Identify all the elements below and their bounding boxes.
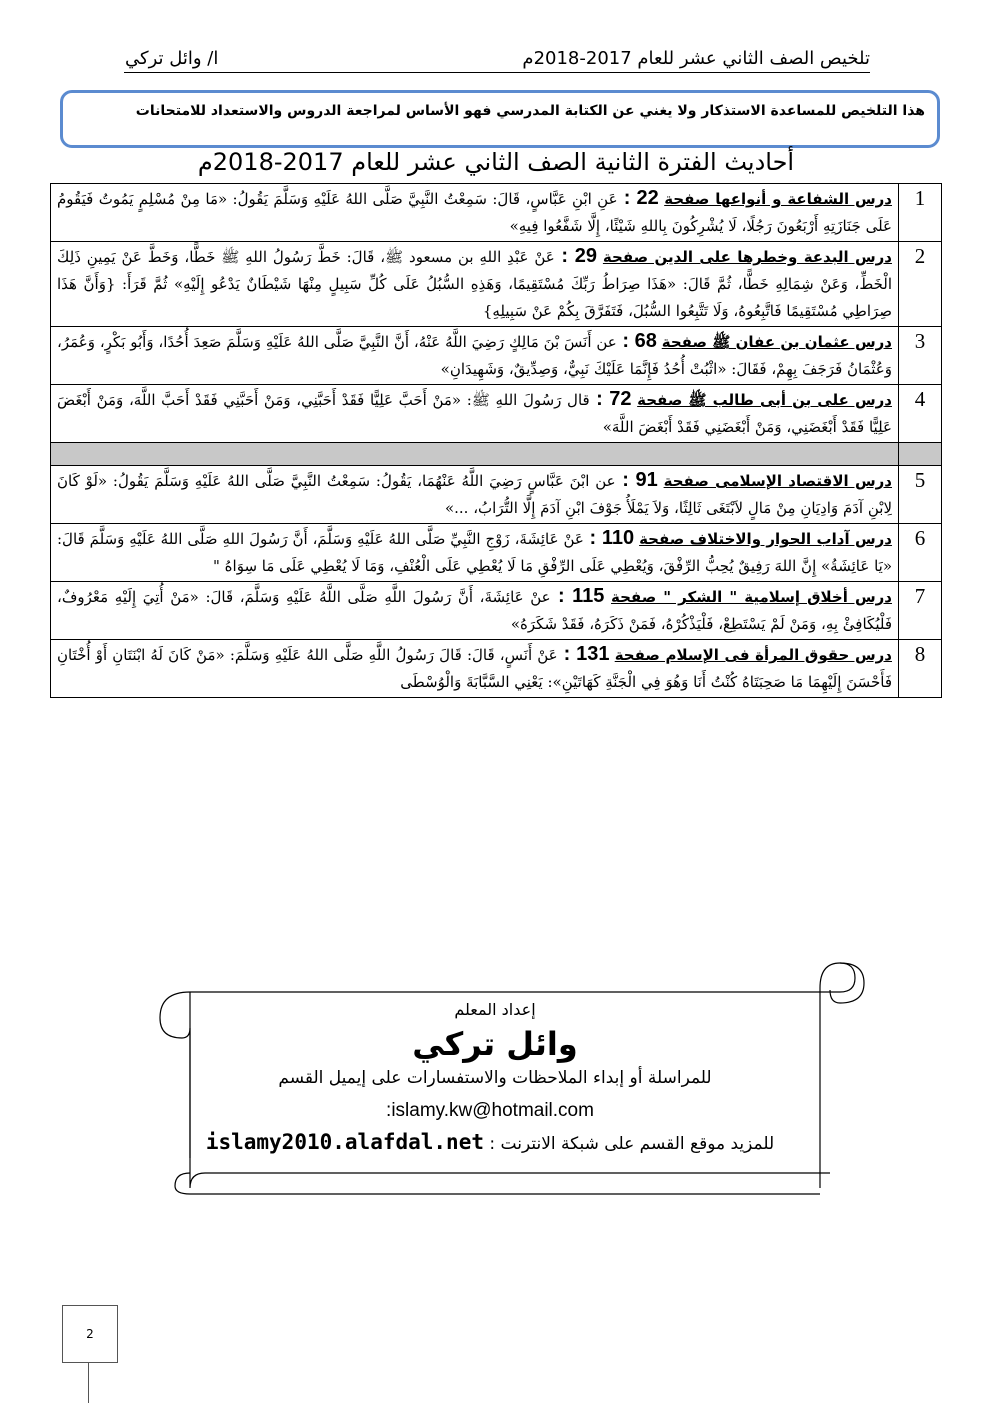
lesson-cell [51, 385, 899, 443]
lesson-page: 110 [601, 527, 635, 549]
hadith-text: عنْ عَائِشَةَ، أَنَّ رَسُولَ اللَّهِ صَلَّى اللَّهُ عَلَيْهِ وَسَلَّمَ، قَالَ: «مَنْ أُتِيَ إِلَيْهِ مَعْرُوفٌ، فَلْيُكَافِئْ بِهِ، وَمَنْ لَمْ يَسْتَطِعْ، فَلْيَذْكُرْهُ، فَمَنْ ذَكَرَهُ، فَقَدْ شَكَرَهُ» [57, 588, 892, 633]
email-address[interactable]: islamy.kw@hotmail.com: [386, 1100, 594, 1121]
hadith-text: عن أَنَسَ بْنَ مَالِكٍ رَضِيَ اللَّهُ عَنْهُ، أَنَّ النَّبِيَّ صَلَّى اللهُ عَلَيْهِ وَسَلَّمَ صَعِدَ أُحُدًا، وَأَبُو بَكْرٍ، وَعُمَرُ، وَعُثْمَانُ فَرَجَفَ بِهِمْ، فَقَالَ: «اثْبُتْ أُحُدُ فَإِنَّمَا عَلَيْكَ نَبِيٌّ، وَصِدِّيقٌ، وَشَهِيدَانِ» [57, 333, 892, 378]
lesson-page: 131 [576, 643, 610, 665]
teacher-name: وائل تركي [412, 1025, 578, 1063]
lesson-page: 91 [635, 469, 658, 491]
lesson-page: 115 [572, 585, 605, 607]
lesson-number: 2 [899, 242, 942, 327]
lesson-title: درس حقوق المرأة فى الإسلام صفحة [614, 646, 892, 664]
lesson-page: 22 [636, 187, 659, 209]
lesson-page: 68 [634, 330, 657, 352]
lesson-cell [51, 582, 899, 640]
hadith-text: عَنْ أَنَسٍ، قَالَ: قَالَ رَسُولُ اللَّهِ صَلَّى اللهُ عَلَيْهِ وَسَلَّمَ: «مَنْ كَانَ لَهُ ابْنَتَانِ أَوْ أُخْتَانِ فَأَحْسَنَ إِلَيْهِمَا مَا صَحِبَتَاهُ كُنْتُ أَنَا وَهُوَ فِي الْجَنَّةِ كَهَاتَيْنِ»: يَعْنِي السَّبَّابَةَ وَالْوُسْطَى [57, 646, 892, 691]
lesson-separator: : [589, 388, 610, 410]
lesson-number: 5 [899, 466, 942, 524]
contact-note: للمراسلة أو إبداء الملاحظات والاستفسارات على إيميل القسم [278, 1068, 712, 1088]
website-line [150, 1130, 830, 1154]
lesson-title: درس الشفاعة و أنواعها صفحة [664, 190, 892, 208]
header-teacher-name: ا/ وائل تركي [125, 48, 219, 69]
page-title: أحاديث الفترة الثانية الصف الثاني عشر للعام 2017-2018م [197, 148, 795, 176]
lesson-number: 1 [899, 184, 942, 242]
table-row [51, 184, 942, 242]
separator-cell [899, 443, 942, 466]
hadith-text: عَنِ ابْنِ عَبَّاسٍ، قَالَ: سَمِعْتُ النَّبِيَّ صَلَّى اللهُ عَلَيْهِ وَسَلَّمَ يَقُولُ: «مَا مِنْ مُسْلِمٍ يَمُوتُ فَيَقُومُ عَلَى جَنَازَتِهِ أَرْبَعُونَ رَجُلًا، لَا يُشْرِكُونَ بِاللهِ شَيْئًا، إِلَّا شَفَّعُوا فِيهِ» [57, 190, 892, 235]
hadith-table [50, 183, 942, 698]
lesson-number: 6 [899, 524, 942, 582]
lesson-cell [51, 242, 899, 327]
lesson-title: درس آداب الحوار والاختلاف صفحة [639, 530, 892, 548]
lesson-page: 29 [574, 245, 598, 267]
page-number: 2 [86, 1327, 94, 1341]
hadith-text: عن ابْنَ عَبَّاسٍ رَضِيَ اللَّهُ عَنْهُمَا، يَقُولُ: سَمِعْتُ النَّبِيَّ صَلَّى اللهُ عَلَيْهِ وَسَلَّمَ يَقُولُ: «لَوْ كَانَ لِابْنِ آدَمَ وَادِيَانِ مِنْ مَالٍ لاَبْتَغَى ثَالِثًا، وَلاَ يَمْلَأُ جَوْفَ ابْنِ آدَمَ إِلَّا التُّرَابُ، ...» [57, 472, 892, 517]
website-link[interactable]: islamy2010.alafdal.net [205, 1130, 484, 1154]
lesson-cell [51, 327, 899, 385]
table-row [51, 242, 942, 327]
lesson-cell [51, 466, 899, 524]
header-summary-title: تلخيص الصف الثاني عشر للعام 2017-2018م [522, 48, 870, 69]
lesson-separator: : [617, 187, 637, 209]
hadith-text: عَنْ عَائِشَةَ، زَوْجِ النَّبِيِّ صَلَّى اللهُ عَلَيْهِ وَسَلَّمَ، أَنَّ رَسُولَ اللهِ صَلَّى اللهُ عَلَيْهِ وَسَلَّمَ قَالَ: «يَا عَائِشَةُ» إِنَّ اللهَ رَفِيقٌ يُحِبُّ الرِّفْقَ، وَيُعْطِي عَلَى الرِّفْقِ مَا لَا يُعْطِي عَلَى الْعُنْفِ، وَمَا لَا يُعْطِي عَلَى مَا سِوَاهُ " [57, 530, 892, 575]
lesson-separator: : [550, 585, 573, 607]
notice-text: هذا التلخيص للمساعدة الاستذكار ولا يغني عن الكتابة المدرسي فهو الأساس لمراجعة الدروس والاستعداد للامتحانات [135, 103, 925, 119]
lesson-title: درس أخلاق إسلامية " الشكر " صفحة [611, 588, 892, 606]
lesson-separator: : [554, 245, 575, 267]
header-divider [124, 72, 870, 73]
lesson-number: 3 [899, 327, 942, 385]
table-row [51, 640, 942, 698]
lesson-cell [51, 184, 899, 242]
page-number-box [62, 1305, 118, 1363]
prepared-by-label: إعداد المعلم [454, 1000, 536, 1019]
lesson-separator: : [616, 330, 635, 352]
lesson-cell [51, 524, 899, 582]
table-row [51, 582, 942, 640]
lesson-title: درس على بن أبى طالب ﷺ صفحة [637, 391, 892, 409]
lesson-title: درس الاقتصاد الإسلامى صفحة [663, 472, 892, 490]
lesson-separator: : [583, 527, 602, 549]
page-number-line [88, 1363, 89, 1403]
lesson-page: 72 [609, 388, 632, 410]
lesson-cell [51, 640, 899, 698]
table-row [51, 327, 942, 385]
website-label: للمزيد موقع القسم على شبكة الانترنت : [489, 1134, 775, 1154]
separator-cell [51, 443, 899, 466]
table-row [51, 466, 942, 524]
lesson-number: 7 [899, 582, 942, 640]
lesson-title: درس البدعة وخطرها على الدين صفحة [602, 248, 892, 266]
notice-box [60, 90, 940, 148]
table-row [51, 524, 942, 582]
lesson-title: درس عثمان بن عفان ﷺ صفحة [661, 333, 892, 351]
lesson-number: 4 [899, 385, 942, 443]
table-row [51, 385, 942, 443]
separator-row [51, 443, 942, 466]
hadith-text: عَنْ عَبْدِ اللهِ بن مسعود ﷺ، قَالَ: خَطَّ رَسُولُ اللهِ ﷺ خَطًّا، وَخَطَّ عَنْ يَمِينِ ذَلِكَ الْخَطِّ، وَعَنْ شِمَالِهِ خَطًّا، ثُمَّ قَالَ: «هَذَا صِرَاطُ رَبِّكَ مُسْتَقِيمًا، وَهَذِهِ السُّبُلُ عَلَى كُلِّ سَبِيلٍ مِنْهَا شَيْطَانٌ يَدْعُو إِلَيْهِ» ثُمَّ قَرَأَ: {وَأَنَّ هَذَا صِرَاطِي مُسْتَقِيمًا فَاتَّبِعُوهُ، وَلَا تَتَّبِعُوا السُّبُلَ، فَتَفَرَّقَ بِكُمْ عَنْ سَبِيلِهِ} [57, 248, 892, 320]
hadith-text: قال رَسُولَ اللهِ ﷺ: «مَنْ أَحَبَّ عَلِيًّا فَقَدْ أَحَبَّنِي، وَمَنْ أَحَبَّنِي فَقَدْ أَحَبَّ اللَّهَ، وَمَنْ أَبْغَضَ عَلِيًّا فَقَدْ أَبْغَضَنِي، وَمَنْ أَبْغَضَنِي فَقَدْ أَبْغَضَ اللَّهَ» [57, 391, 892, 436]
lesson-separator: : [615, 469, 636, 491]
lesson-separator: : [557, 643, 577, 665]
lesson-number: 8 [899, 640, 942, 698]
